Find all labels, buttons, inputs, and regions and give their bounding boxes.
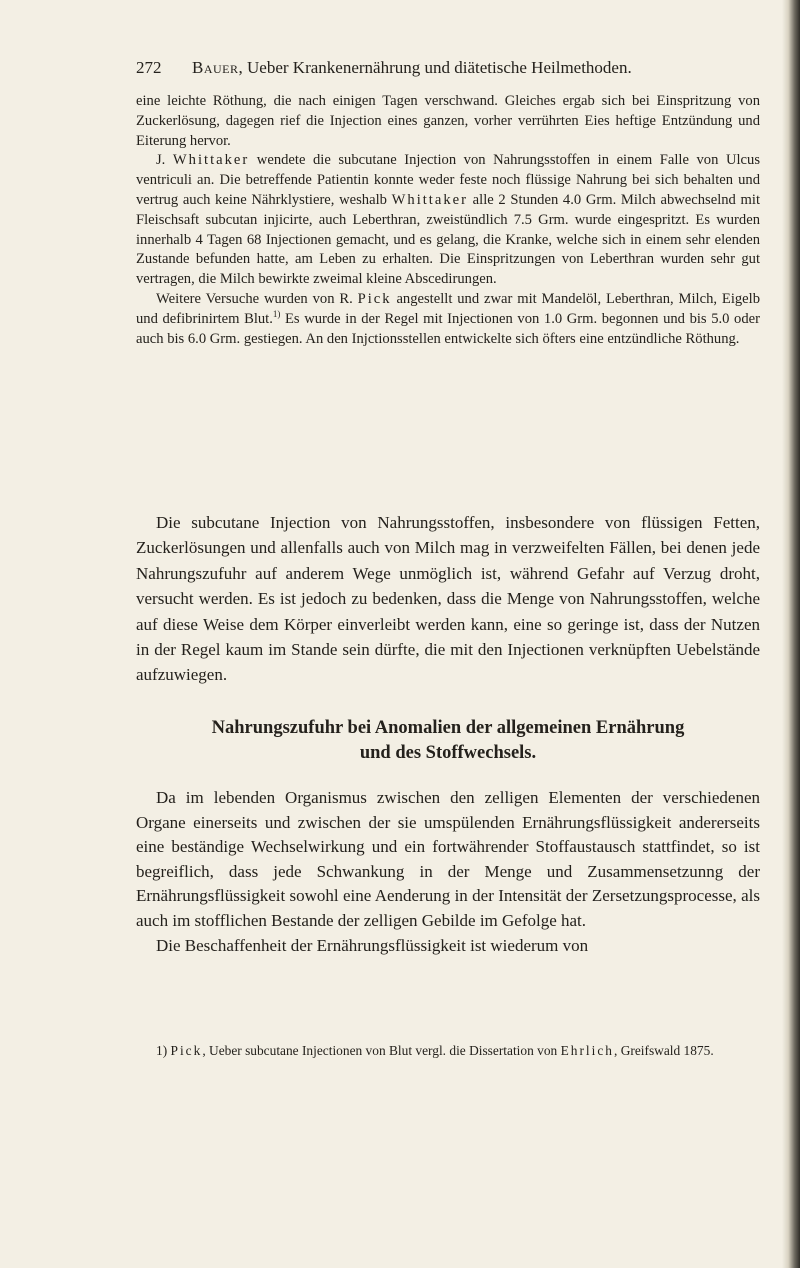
footnote-marker: 1) [156,1043,171,1058]
paragraph: Die subcutane Injection von Nahrungsstoffen, insbesondere von flüssigen Fetten, Zuckerlösungen und allenfalls auch von Milch mag in verzweifelten Fällen, bei denen jede Nahrungszufuhr auf anderem Wege unmöglich ist, während Gefahr auf Verzug droht, versucht werden. Es ist jedoch zu bedenken, dass die Menge von Nahrungsstoffen, welche auf diese Weise dem Körper einverleibt werden kann, eine so geringe ist, dass der Nutzen in der Regel kaum im Stande sein dürfte, die mit den Injectionen verknüpften Uebelstände aufzuwiegen. [136,513,760,685]
section-body [136,786,760,958]
footnote: 1) Pick, Ueber subcutane Injectionen von Blut vergl. die Dissertation von Ehrlich, Greifswald 1875. [156,1043,714,1058]
paragraph: Die Beschaffenheit der Ernährungsflüssigkeit ist wiederum von [156,935,589,955]
paragraph: Da im lebenden Organismus zwischen den zelligen Elementen der verschiedenen Organe einerseits und zwischen der sie umspülenden Ernährungsflüssigkeit andererseits eine beständige Wechselwirkung und ein fortwährender Stoffaustausch stattfindet, so ist begreiflich, dass jede Schwankung in der Menge und Zusammensetzunng der Ernährungsflüssigkeit sowohl eine Aenderung in der Intensität der Zersetzungsprocesse, als auch im stofflichen Bestande der zelligen Gebilde im Gefolge hat. [136,788,760,930]
footnote-reference: 1) [272,308,281,319]
section-heading-line: Nahrungszufuhr bei Anomalien der allgemeinen Ernährung [211,718,685,738]
paragraph: J. Whittaker wendete die subcutane Injection von Nahrungsstoffen in einem Falle von Ulcus ventriculi an. Die betreffende Patientin konnte weder feste noch flüssige Nahrung bei sich behalten und vertrug auch keine Nährklystiere, weshalb Whittaker alle 2 Stunden 4.0 Grm. Milch abwechselnd mit Fleischsaft subcutan injicirte, auch Leberthran, zweistündlich 7.5 Grm. wurde eingespritzt. Es wurden innerhalb 4 Tagen 68 Injectionen gemacht, und es gelang, die Kranke, welche sich in einem sehr elenden Zustande befunden hatte, am Leben zu erhalten. Die Einspritzungen von Leberthran wurden sehr gut vertragen, die Milch bewirkte zweimal kleine Abscedirungen. [136,152,761,288]
header-title: , Ueber Krankenernährung und diätetische Heilmethoden. [238,58,632,77]
page-number: 272 [136,58,162,77]
author-name: Whittaker [391,191,468,208]
running-header [136,58,776,78]
author-name: Pick [170,1043,203,1058]
paragraph: eine leichte Röthung, die nach einigen Tagen verschwand. Gleiches ergab sich bei Einspritzung von Zuckerlösung, dagegen rief die Injection eines ganzen, vorher verrührten Eies heftige Entzündung und Eiterung hervor. [136,93,760,149]
small-print-section [136,92,760,349]
book-spine-shadow [782,0,800,1268]
author-name: Whittaker [172,152,250,169]
section-heading [136,716,760,766]
paragraph: Weitere Versuche wurden von R. Pick angestellt und zwar mit Mandelöl, Leberthran, Milch, Eigelb und defibrinirtem Blut.$^{1)}$ Es wurde in der Regel mit Injectionen von 1.0 Grm. begonnen und bis 5.0 oder auch bis 6.0 Grm. gestiegen. An den Injctionsstellen entwickelte sich öfters eine entzündliche Röthung. [136,290,760,347]
section-heading-line: und des Stoffwechsels. [359,743,537,763]
main-text-section [136,510,760,688]
author-name: Pick [357,290,392,307]
author-name: Ehrlich [560,1043,614,1058]
header-author: Bauer [192,58,239,77]
